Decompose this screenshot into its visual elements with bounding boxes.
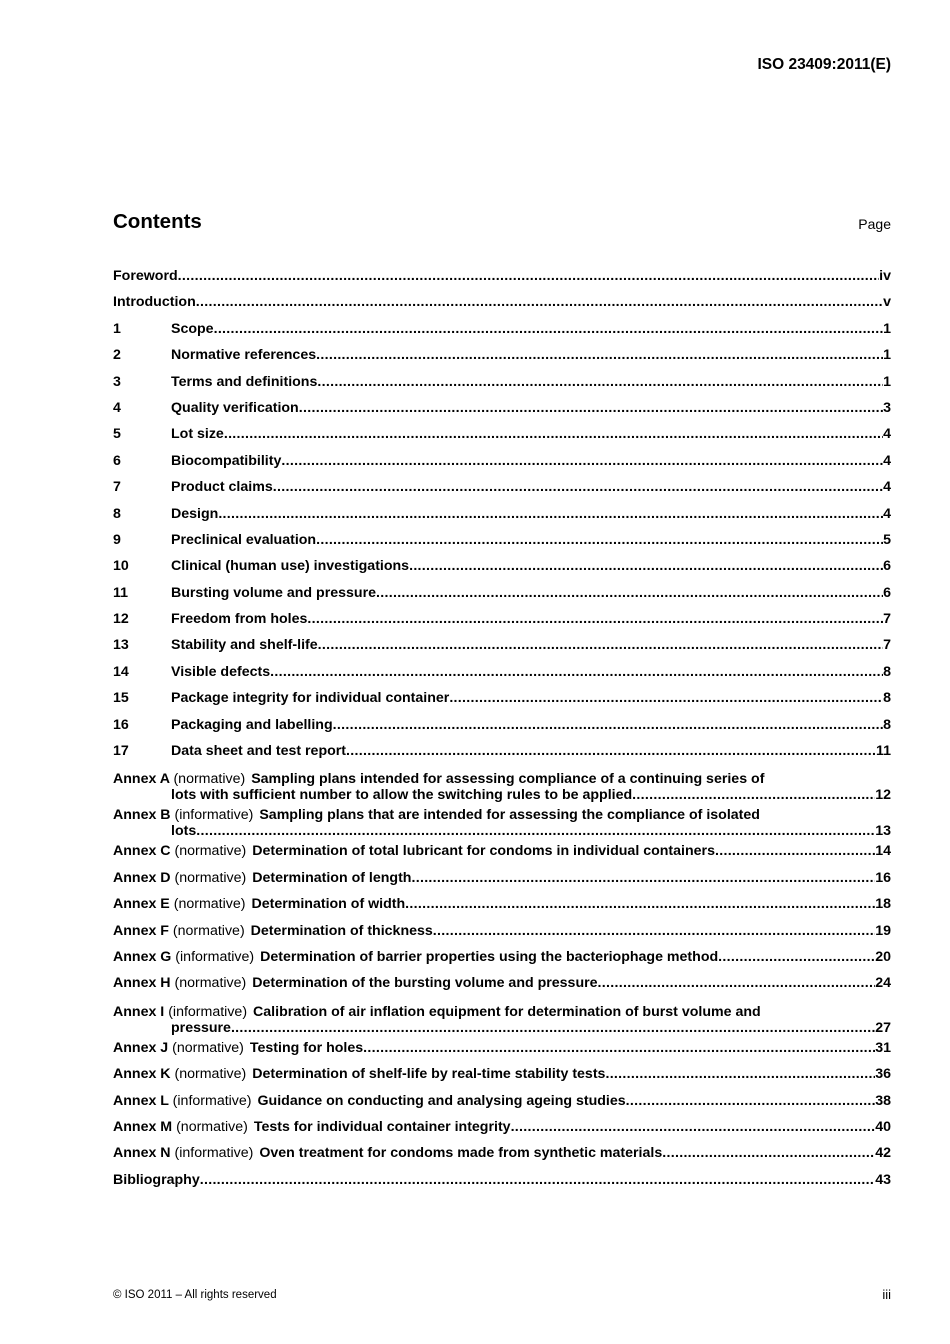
clause-number: 13 [113,637,129,654]
toc-entry-page: v [883,294,891,311]
toc-entry-page: 7 [883,637,891,654]
toc-entry-page: 4 [883,452,891,469]
toc-entry-bibliography[interactable] [113,1172,891,1198]
toc-entry-title: Calibration of air inflation equipment for determination of burst volume and [253,1003,761,1020]
annex-label: Annex G [113,948,172,965]
annex-label: Annex I [113,1003,165,1020]
toc-entry-page: 5 [883,531,891,548]
toc-entry-introduction[interactable] [113,294,891,320]
toc-entry-clause[interactable] [113,347,891,373]
clause-number: 7 [113,479,121,496]
annex-label: Annex H [113,975,171,992]
toc-entry-title: Determination of width [251,896,406,913]
annex-type: (normative) [174,1066,247,1083]
clause-number: 10 [113,558,129,575]
clause-number: 5 [113,426,121,443]
annex-label: Annex C [113,843,171,860]
toc-entry-clause[interactable] [113,374,891,400]
toc-entry-page: 1 [883,320,891,337]
toc-entry-page: 8 [883,690,891,707]
dot-leader [449,690,883,706]
toc-entry-title: Determination of shelf-life by real-time stability tests [252,1066,606,1083]
dot-leader [605,1066,875,1082]
clause-number: 6 [113,452,121,469]
toc-entry-title: Data sheet and test report [171,743,347,760]
dot-leader [511,1119,876,1135]
toc-entry-page: 38 [875,1092,891,1109]
annex-label: Annex D [113,869,171,886]
toc-entry-page: iv [879,268,891,284]
annex-type: (informative) [172,1092,252,1109]
toc-entry-foreword[interactable] [113,268,891,294]
clause-number: 14 [113,663,129,680]
toc-entry-page: 6 [883,558,891,575]
toc-entry-clause[interactable] [113,558,891,584]
toc-entry-annex[interactable] [113,975,891,1001]
toc-entry-page: 11 [876,743,891,760]
dot-leader [224,426,883,442]
dot-leader [316,532,883,548]
toc-entry-title: Lot size [171,426,224,443]
toc-entry-title: Foreword [113,268,178,284]
toc-entry-title-cont: pressure [171,1019,231,1036]
dot-leader [333,717,883,733]
toc-entry-title: Determination of the bursting volume and pressure [252,975,598,992]
toc-entry-page: 24 [875,975,891,992]
annex-label: Annex L [113,1092,169,1109]
toc-entry-page: 8 [883,716,891,733]
clause-number: 3 [113,373,121,390]
dot-leader [346,743,876,759]
annex-label: Annex M [113,1118,173,1135]
toc-entry-page: 1 [883,373,891,390]
toc-entry-title: Sampling plans intended for assessing compliance of a continuing series of [251,771,765,788]
toc-entry-title: Tests for individual container integrity [253,1118,511,1135]
clause-number: 8 [113,505,121,522]
toc-entry-clause[interactable] [113,400,891,426]
toc-entry-annex[interactable] [113,1119,891,1145]
dot-leader [200,1172,876,1188]
toc-entry-title: Introduction [113,294,196,311]
clause-number: 9 [113,531,121,548]
table-of-contents [113,268,891,1198]
dot-leader [231,1020,875,1036]
toc-entry-page: 3 [883,399,891,416]
toc-entry-page: 42 [875,1145,891,1162]
annex-label: Annex J [113,1039,169,1056]
toc-entry-title: Product claims [171,479,273,496]
toc-entry-page: 12 [875,787,891,804]
toc-entry-title: Visible defects [171,663,271,680]
toc-entry-page: 7 [883,611,891,628]
clause-number: 1 [113,320,121,337]
annex-label: Annex N [113,1145,171,1162]
toc-entry-title: Testing for holes [249,1039,364,1056]
toc-entry-title: Determination of total lubricant for condoms in individual containers [252,843,715,860]
toc-entry-title: Packaging and labelling [171,716,333,733]
toc-entry-title: Freedom from holes [171,611,308,628]
dot-leader [662,1145,875,1161]
toc-entry-page: 13 [875,823,891,840]
toc-entry-page: 8 [883,663,891,680]
toc-entry-clause[interactable] [113,717,891,743]
dot-leader [317,374,883,390]
toc-entry-title: Preclinical evaluation [171,531,317,548]
dot-leader [273,479,883,495]
toc-entry-title: Bursting volume and pressure [171,584,376,601]
annex-label: Annex A [113,771,170,788]
annex-type: (normative) [176,1118,248,1135]
clause-number: 2 [113,347,121,364]
toc-entry-title: Oven treatment for condoms made from synthetic materials [259,1145,663,1162]
toc-entry-page: 4 [883,426,891,443]
clause-number: 12 [113,611,129,628]
dot-leader [218,506,883,522]
toc-entry-title: Scope [171,320,214,337]
dot-leader [363,1040,875,1056]
toc-entry-page: 36 [875,1066,891,1083]
toc-entry-clause[interactable] [113,321,891,347]
toc-entry-annex[interactable] [113,949,891,975]
page-number: iii [882,1287,891,1302]
annex-type: (normative) [172,922,245,939]
toc-entry-page: 14 [875,843,891,860]
dot-leader [626,1093,876,1109]
dot-leader [376,585,883,601]
toc-entry-page: 16 [875,869,891,886]
toc-entry-clause[interactable] [113,743,891,769]
toc-entry-title: Design [171,505,219,522]
dot-leader [270,664,883,680]
dot-leader [409,558,883,574]
annex-type: (normative) [172,1039,244,1056]
toc-entry-page: 20 [875,948,891,965]
annex-type: (normative) [174,869,247,886]
toc-entry-title: Terms and definitions [171,373,318,390]
annex-type: (informative) [175,948,255,965]
toc-entry-annex[interactable] [113,1145,891,1171]
toc-entry-page: 1 [883,347,891,364]
toc-entry-page: 27 [875,1019,891,1036]
dot-leader [214,321,884,337]
toc-entry-page: 43 [875,1171,891,1188]
toc-entry-page: 40 [875,1118,891,1135]
dot-leader [411,870,875,886]
toc-entry-title: Determination of length [252,869,412,886]
toc-entry-annex[interactable] [113,1004,891,1036]
clause-number: 17 [113,743,129,760]
toc-entry-title-cont: lots with sufficient number to allow the switching rules to be applied [171,787,633,804]
dot-leader [196,294,883,310]
clause-number: 4 [113,399,121,416]
toc-entry-clause[interactable] [113,479,891,505]
toc-entry-title: Determination of barrier properties using the bacteriophage method [260,948,719,965]
dot-leader [316,347,883,363]
toc-entry-clause[interactable] [113,637,891,663]
copyright-notice: © ISO 2011 – All rights reserved [113,1289,277,1301]
toc-entry-clause[interactable] [113,664,891,690]
toc-entry-title: Normative references [171,347,317,364]
toc-entry-title: Clinical (human use) investigations [171,558,410,575]
document-id: ISO 23409:2011(E) [757,56,891,73]
toc-entry-clause[interactable] [113,690,891,716]
toc-entry-annex[interactable] [113,923,891,949]
annex-type: (informative) [174,807,254,824]
toc-entry-clause[interactable] [113,532,891,558]
toc-entry-annex[interactable] [113,771,891,803]
dot-leader [718,949,875,965]
toc-entry-page: 4 [883,479,891,496]
toc-entry-page: 6 [883,584,891,601]
dot-leader [196,823,875,839]
page-title: Contents [113,210,202,233]
toc-entry-title: Package integrity for individual container [171,690,450,707]
dot-leader [632,787,875,803]
toc-entry-title: Bibliography [113,1171,200,1188]
toc-entry-annex[interactable] [113,870,891,896]
clause-number: 11 [113,584,128,601]
dot-leader [299,400,883,416]
toc-entry-title: Sampling plans that are intended for assessing the compliance of isolated [259,807,760,824]
toc-entry-title-cont: lots [171,823,197,840]
toc-entry-clause[interactable] [113,506,891,532]
toc-entry-title: Determination of thickness [250,922,433,939]
annex-type: (normative) [174,975,247,992]
toc-entry-clause[interactable] [113,426,891,452]
toc-entry-page: 31 [875,1039,891,1056]
toc-entry-clause[interactable] [113,585,891,611]
annex-label: Annex F [113,922,169,939]
dot-leader [405,896,875,912]
page-column-label: Page [858,216,891,232]
dot-leader [178,268,880,284]
annex-label: Annex E [113,896,170,913]
toc-entry-annex[interactable] [113,1093,891,1119]
toc-entry-annex[interactable] [113,843,891,869]
toc-entry-annex[interactable] [113,896,891,922]
annex-type: (normative) [174,843,247,860]
toc-entry-annex[interactable] [113,1066,891,1092]
annex-type: (informative) [168,1003,248,1020]
dot-leader [318,637,883,653]
dot-leader [433,923,875,939]
toc-entry-annex[interactable] [113,807,891,839]
dot-leader [281,453,883,469]
dot-leader [598,975,876,991]
clause-number: 15 [113,690,129,707]
toc-entry-title: Guidance on conducting and analysing ageing studies [257,1092,626,1109]
clause-number: 16 [113,716,129,733]
dot-leader [307,611,883,627]
toc-entry-title: Biocompatibility [171,452,282,469]
toc-entry-title: Stability and shelf-life [171,637,318,654]
toc-entry-clause[interactable] [113,611,891,637]
annex-type: (informative) [174,1145,254,1162]
annex-type: (normative) [173,771,246,788]
toc-entry-clause[interactable] [113,453,891,479]
dot-leader [715,843,875,859]
toc-entry-page: 19 [875,922,891,939]
toc-entry-page: 4 [883,505,891,522]
annex-label: Annex B [113,807,171,824]
toc-entry-title: Quality verification [171,399,299,416]
annex-type: (normative) [173,896,246,913]
toc-entry-annex[interactable] [113,1040,891,1066]
toc-entry-page: 18 [875,896,891,913]
annex-label: Annex K [113,1066,171,1083]
